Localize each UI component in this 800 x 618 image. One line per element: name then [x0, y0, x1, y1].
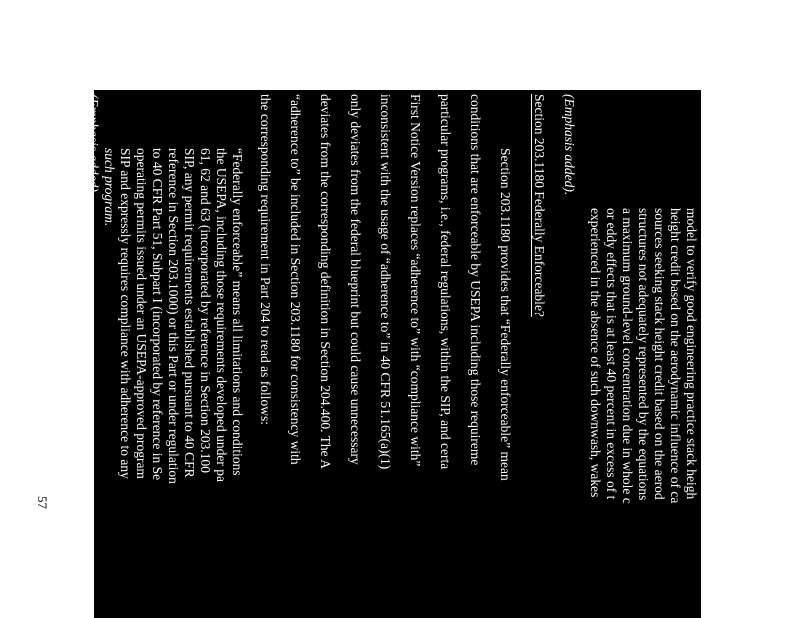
- quote-line: “Federally enforceable” means all limitations and conditions: [230, 148, 245, 476]
- paragraph-line: the corresponding requirement in Part 204 to read as follows:: [258, 94, 273, 426]
- section-heading: Section 203.1180 Federally Enforceable?: [532, 94, 547, 317]
- quote-line: SIP and expressly requires compliance with adherence to any: [118, 148, 133, 479]
- quote-line: SIP, any permit requirements established pursuant to 40 CFR: [182, 148, 197, 478]
- quote-line: structures not adequately represented by the equations: [636, 208, 651, 501]
- quote-line: model to verify good engineering practice stack heigh: [684, 208, 699, 500]
- page-number: 57: [35, 496, 50, 509]
- quote-line: height credit based on the aerodynamic influence of ca: [668, 208, 683, 504]
- quote-line: sources seeking stack height credit based on the aerod: [652, 208, 667, 500]
- paragraph-line: “adherence to” be included in Section 203.1180 for consistency with: [288, 94, 303, 465]
- paragraph-line: particular programs, i.e., federal regulations, within the SIP, and certa: [438, 94, 453, 470]
- paragraph-line: Section 203.1180 provides that “Federally enforceable” mean: [498, 148, 513, 481]
- emphasis-note: (Emphasis added).: [86, 94, 101, 196]
- quote-line: the USEPA, including those requirements developed under pa: [214, 148, 229, 482]
- paragraph-line: deviates from the corresponding definition in Section 204.400. The A: [318, 94, 333, 470]
- quote-line: reference in Section 203.1000) or this Part or under regulation: [166, 148, 181, 484]
- rotated-scan-page: [86, 90, 701, 618]
- quote-line: operating permits issued under an USEPA-approved program: [134, 148, 149, 479]
- paragraph-line: conditions that are enforceable by USEPA including those requireme: [468, 94, 483, 466]
- quote-line: such program.: [102, 148, 117, 227]
- quote-line: experienced in the absence of such downwash, wakes: [588, 208, 603, 498]
- paragraph-line: First Notice Version replaces “adherence to” with “compliance with”: [408, 94, 423, 467]
- paragraph-line: inconsistent with the usage of “adherence to” in 40 CFR 51.165(a)(1): [378, 94, 393, 470]
- paragraph-line: only deviates from the federal blueprint but could cause unnecessary: [348, 94, 363, 465]
- emphasis-note: (Emphasis added).: [562, 94, 577, 196]
- quote-line: 61, 62 and 63 (incorporated by reference in Section 203.100: [198, 148, 213, 474]
- quote-line: a maximum ground-level concentration due in whole c: [620, 208, 635, 504]
- quote-line: to 40 CFR Part 51, Subpart I (incorporated by reference in Se: [150, 148, 165, 481]
- quote-line: or eddy effects that is at least 40 percent in excess of t: [604, 208, 619, 500]
